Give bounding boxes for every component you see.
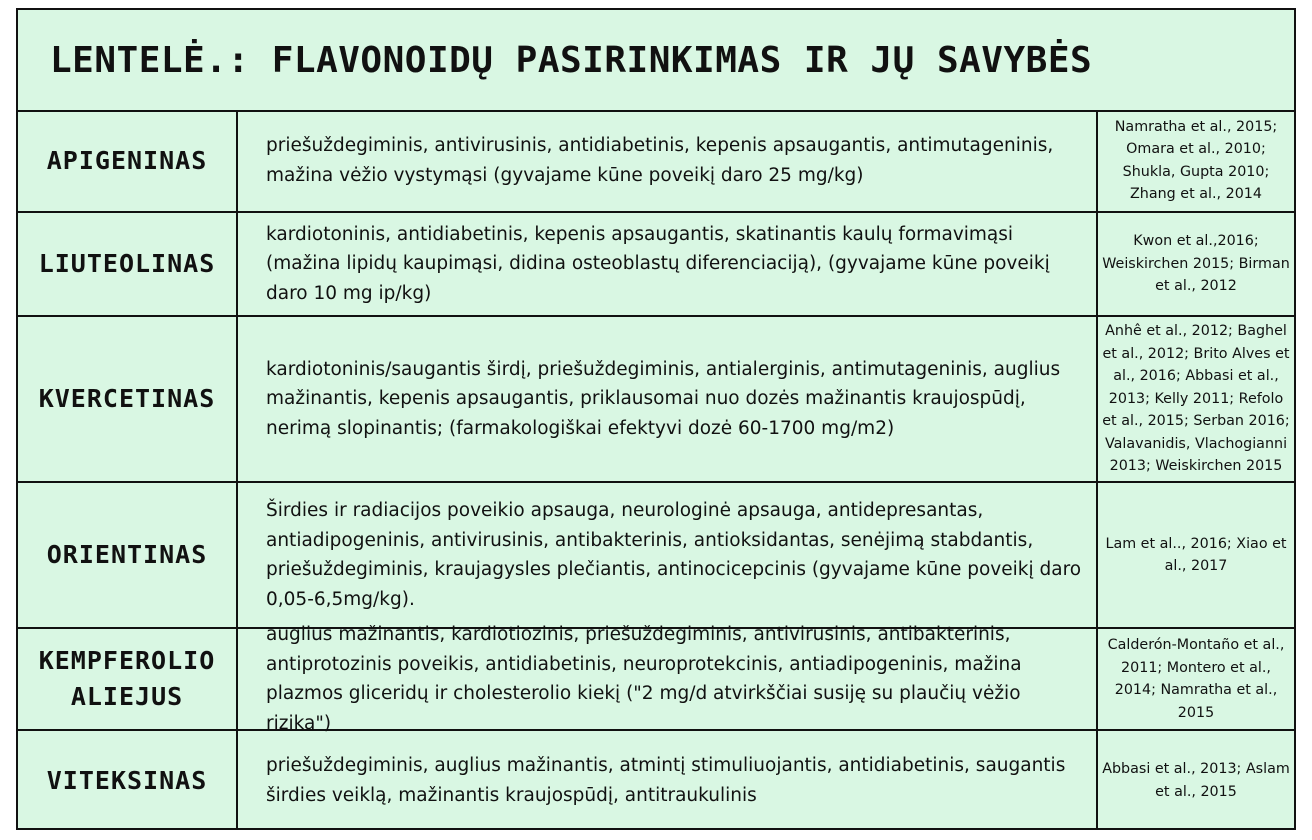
table-row — [18, 110, 1294, 213]
flavonoid-table — [16, 8, 1296, 830]
flavonoid-name: ORIENTINAS — [18, 483, 238, 627]
table-title: LENTELĖ.: FLAVONOIDŲ PASIRINKIMAS IR JŲ SAVYBĖS — [50, 40, 1093, 81]
table-row — [18, 731, 1294, 830]
flavonoid-name: VITEKSINAS — [18, 731, 238, 830]
properties-cell: priešuždegiminis, antivirusinis, antidiabetinis, kepenis apsaugantis, antimutageninis, mažina vėžio vystymąsi (gyvajame kūne poveikį daro 25 mg/kg) — [238, 110, 1098, 211]
references-cell: Abbasi et al., 2013; Aslam et al., 2015 — [1102, 761, 1290, 800]
table-row — [18, 317, 1294, 483]
references-cell: Kwon et al.,2016; Weiskirchen 2015; Birman et al., 2012 — [1102, 233, 1290, 295]
references-cell: Namratha et al., 2015; Omara et al., 2010; Shukla, Gupta 2010; Zhang et al., 2014 — [1114, 118, 1278, 202]
table-row — [18, 213, 1294, 317]
properties-cell: kardiotoninis/saugantis širdį, priešuždegiminis, antialerginis, antimutageninis, auglius mažinantis, kepenis apsaugantis, priklausomai nuo dozės mažinantis kraujospūdį, nerimą slopinantis; (farmakologiškai efektyvi dozė 60-1700 mg/m2) — [238, 317, 1098, 481]
properties-cell: kardiotoninis, antidiabetinis, kepenis apsaugantis, skatinantis kaulų formavimąsi (mažina lipidų kaupimąsi, didina osteoblastų diferenciaciją), (gyvajame kūne poveikį daro 10 mg ip/kg) — [238, 213, 1098, 315]
properties-cell: Širdies ir radiacijos poveikio apsauga, neurologinė apsauga, antidepresantas, antiadipogeninis, antivirusinis, antibakterinis, antioksidantas, senėjimą stabdantis, priešuždegiminis, kraujagysles plečiantis, antinocicepcinis (gyvajame kūne poveikį daro 0,05-6,5mg/kg). — [238, 483, 1098, 627]
flavonoid-name: KVERCETINAS — [18, 317, 238, 481]
properties-cell: auglius mažinantis, kardiotiozinis, priešuždegiminis, antivirusinis, antibakterinis, antiprotozinis poveikis, antidiabetinis, neuroprotekcinis, antiadipogeninis, mažina plazmos gliceridų ir cholesterolio kiekį ("2 mg/d atvirkščiai susiję su plaučių vėžio rizika") — [238, 629, 1098, 729]
flavonoid-name: LIUTEOLINAS — [18, 213, 238, 315]
references-cell: Anhê et al., 2012; Baghel et al., 2012; Brito Alves et al., 2016; Abbasi et al., 2013; Kelly 2011; Refolo et al., 2015; Serban 2016; Valavanidis, Vlachogianni 2013; Weiskirchen 2015 — [1102, 323, 1290, 475]
table-row — [18, 483, 1294, 629]
table-header — [18, 10, 1294, 112]
references-cell: Lam et al.., 2016; Xiao et al., 2017 — [1105, 535, 1287, 574]
flavonoid-name: APIGENINAS — [18, 110, 238, 211]
references-cell: Calderón-Montaño et al., 2011; Montero et al., 2014; Namratha et al., 2015 — [1107, 637, 1285, 721]
flavonoid-name: KEMPFEROLIO ALIEJUS — [18, 629, 238, 729]
properties-cell: priešuždegiminis, auglius mažinantis, atmintį stimuliuojantis, antidiabetinis, saugantis širdies veiklą, mažinantis kraujospūdį, antitraukulinis — [238, 731, 1098, 830]
table-row — [18, 624, 1294, 734]
